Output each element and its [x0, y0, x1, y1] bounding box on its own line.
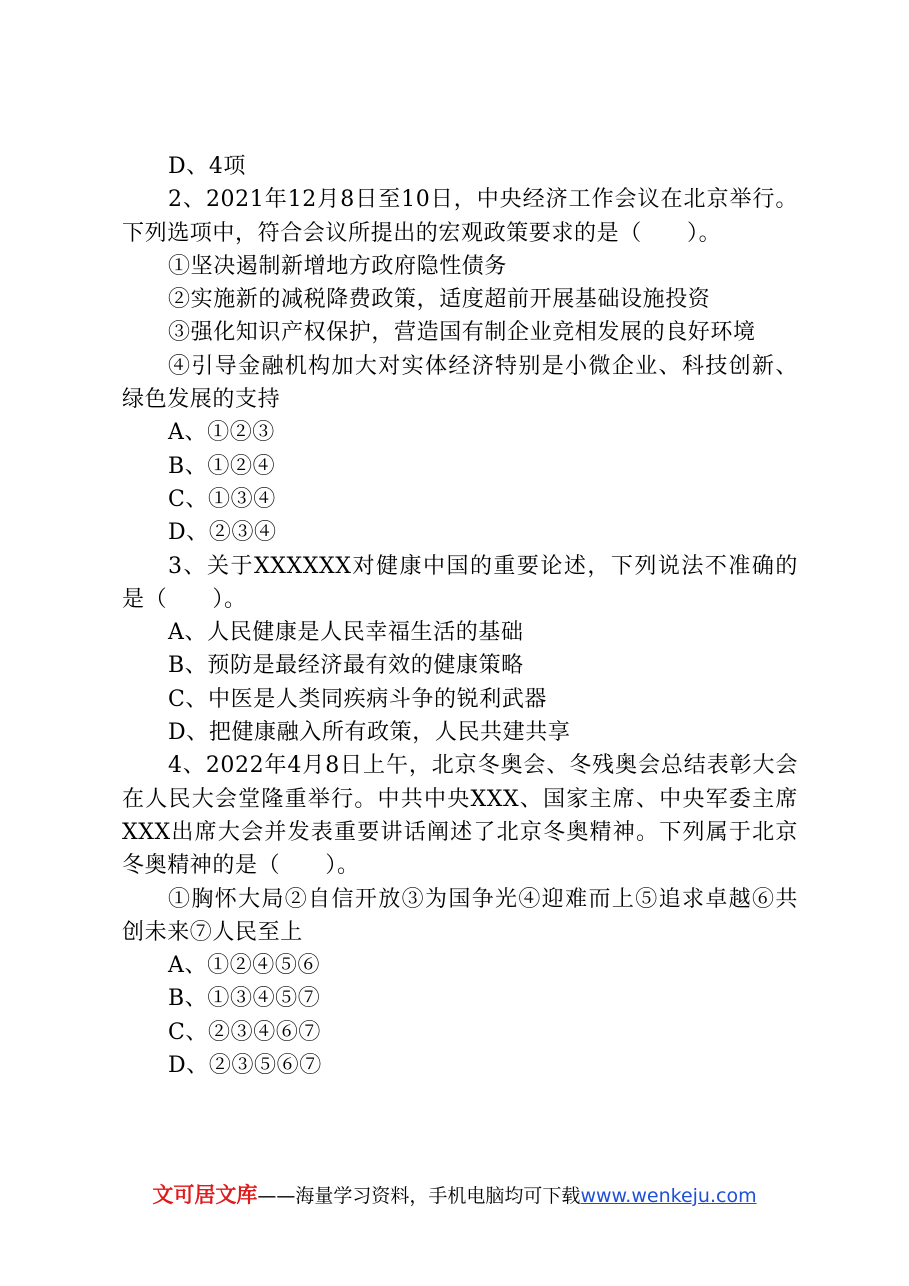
q2-option-d: D、②③④: [168, 520, 277, 546]
q2-item-1: ①坚决遏制新增地方政府隐性债务: [168, 253, 508, 279]
q3-option-b: B、预防是最经济最有效的健康策略: [168, 653, 524, 679]
q4-items: ①胸怀大局②自信开放③为国争光④迎难而上⑤追求卓越⑥共创未来⑦人民至上: [122, 886, 798, 945]
q4-option-a: A、①②④⑤⑥: [168, 953, 321, 979]
q3-option-d: D、把健康融入所有政策，人民共建共享: [168, 720, 571, 746]
q3-option-a: A、人民健康是人民幸福生活的基础: [168, 620, 524, 646]
q4-option-c: C、②③④⑥⑦: [168, 1019, 322, 1045]
q2-option-c: C、①③④: [168, 486, 276, 512]
q3-option-c: C、中医是人类同疾病斗争的锐利武器: [168, 686, 548, 712]
question-4: 4、2022年4月8日上午，北京冬奥会、冬残奥会总结表彰大会在人民大会堂隆重举行。中共中央XXX、国家主席、中央军委主席XXX出席大会并发表重要讲话阐述了北京冬奥精神。下列属于北京冬奥精神的是（ ）。: [122, 753, 798, 879]
brand-name: 文可居文库: [152, 1183, 258, 1207]
question-3: 3、关于XXXXXX对健康中国的重要论述，下列说法不准确的是（ ）。: [122, 553, 798, 612]
footer-tagline: ——海量学习资料，手机电脑均可下载: [257, 1185, 581, 1207]
option-d-q1: D、4项: [168, 154, 247, 179]
q2-option-b: B、①②④: [168, 453, 276, 479]
q4-option-b: B、①③④⑤⑦: [168, 986, 321, 1012]
question-2: 2、2021年12月8日至10日，中央经济工作会议在北京举行。下列选项中，符合会议所提出的宏观政策要求的是（ ）。: [122, 187, 798, 246]
website-link[interactable]: www.wenkeju.com: [580, 1185, 757, 1207]
q2-item-2: ②实施新的减税降费政策，适度超前开展基础设施投资: [168, 287, 711, 313]
q4-option-d: D、②③⑤⑥⑦: [168, 1053, 322, 1079]
document-body: [122, 150, 798, 1082]
q2-option-a: A、①②③: [168, 420, 275, 446]
q2-item-3: ③强化知识产权保护，营造国有制企业竞相发展的良好环境: [168, 320, 756, 346]
q2-item-4: ④引导金融机构加大对实体经济特别是小微企业、科技创新、绿色发展的支持: [122, 353, 798, 413]
page-footer: [0, 1181, 909, 1210]
